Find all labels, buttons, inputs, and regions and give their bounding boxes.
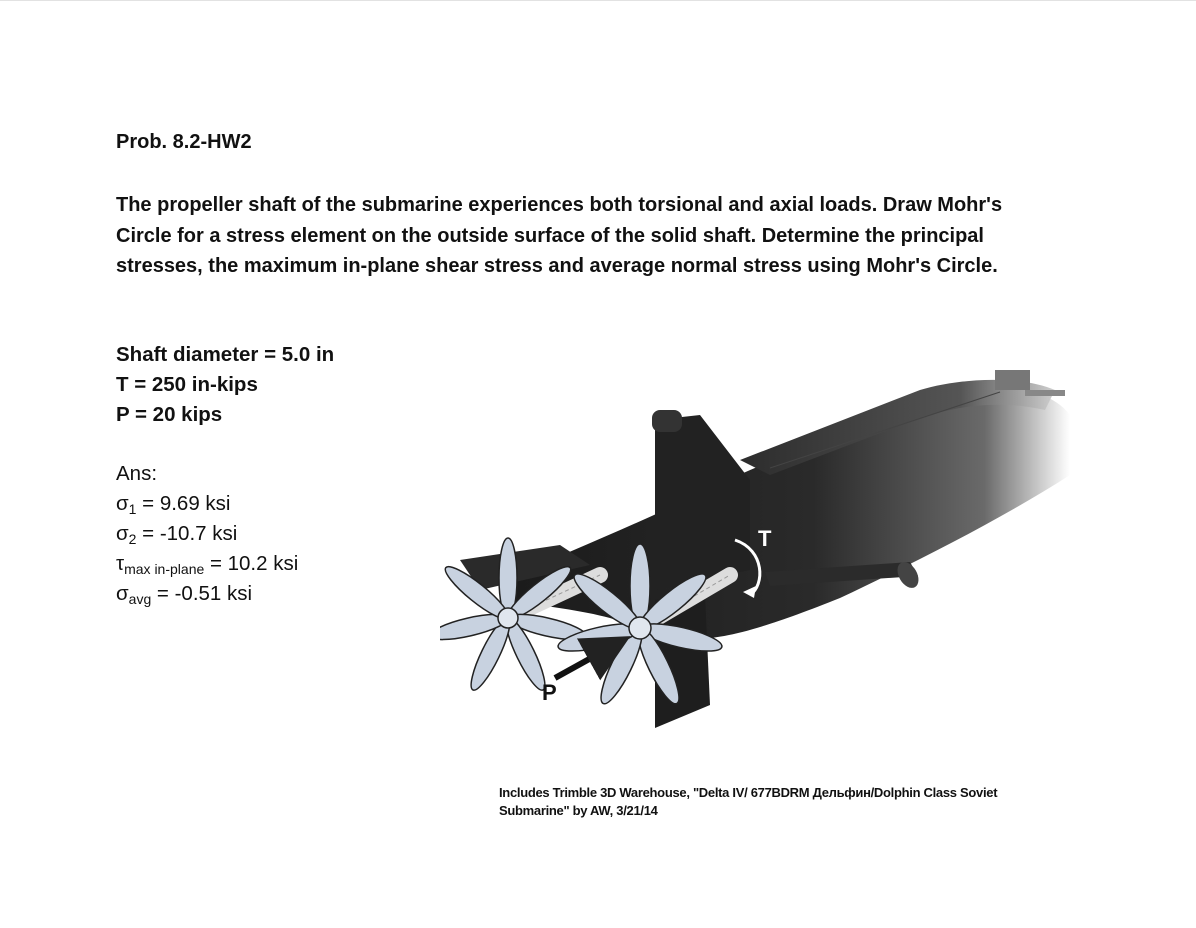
answer-value: = 9.69 ksi: [136, 492, 231, 515]
given-torque: T = 250 in-kips: [116, 373, 258, 396]
answer-value: = -10.7 ksi: [136, 522, 238, 545]
answers-heading: Ans:: [116, 462, 158, 485]
problem-title: Prob. 8.2-HW2: [116, 131, 252, 153]
answer-subscript: avg: [128, 591, 152, 607]
submarine-figure: [440, 360, 1090, 740]
answer-sigma1: [116, 489, 298, 519]
answer-sigma2: [116, 519, 298, 549]
answer-subscript: 1: [128, 501, 137, 517]
given-load: P = 20 kips: [116, 403, 223, 426]
given-diameter: Shaft diameter = 5.0 in: [116, 343, 335, 366]
problem-statement: The propeller shaft of the submarine experiences both torsional and axial loads. Draw Mohr's Circle for a stress element on the outside surface of the solid shaft. Determine the principal stresses, the maximum in-plane shear stress and average normal stress using Mohr's Circle.: [116, 194, 1003, 277]
answer-symbol: τ: [116, 552, 125, 575]
answer-tau-max: [116, 549, 298, 579]
image-credit: Includes Trimble 3D Warehouse, "Delta IV/ 677BDRM Дельфин/Dolphin Class Soviet Submarine" by AW, 3/21/14: [499, 785, 998, 818]
answers-block: [116, 459, 298, 609]
answer-symbol: σ: [116, 522, 129, 545]
answer-subscript: max in-plane: [124, 561, 205, 577]
answer-value: = -0.51 ksi: [151, 582, 253, 605]
answer-symbol: σ: [116, 492, 129, 515]
submarine-hull: [500, 370, 1070, 638]
torque-label: T: [758, 526, 772, 551]
force-label: P: [542, 680, 557, 705]
answer-value: = 10.2 ksi: [204, 552, 299, 575]
answer-subscript: 2: [128, 531, 137, 547]
given-values: [116, 340, 334, 430]
answer-symbol: σ: [116, 582, 129, 605]
answer-sigma-avg: [116, 579, 298, 609]
top-border: [0, 0, 1196, 1]
